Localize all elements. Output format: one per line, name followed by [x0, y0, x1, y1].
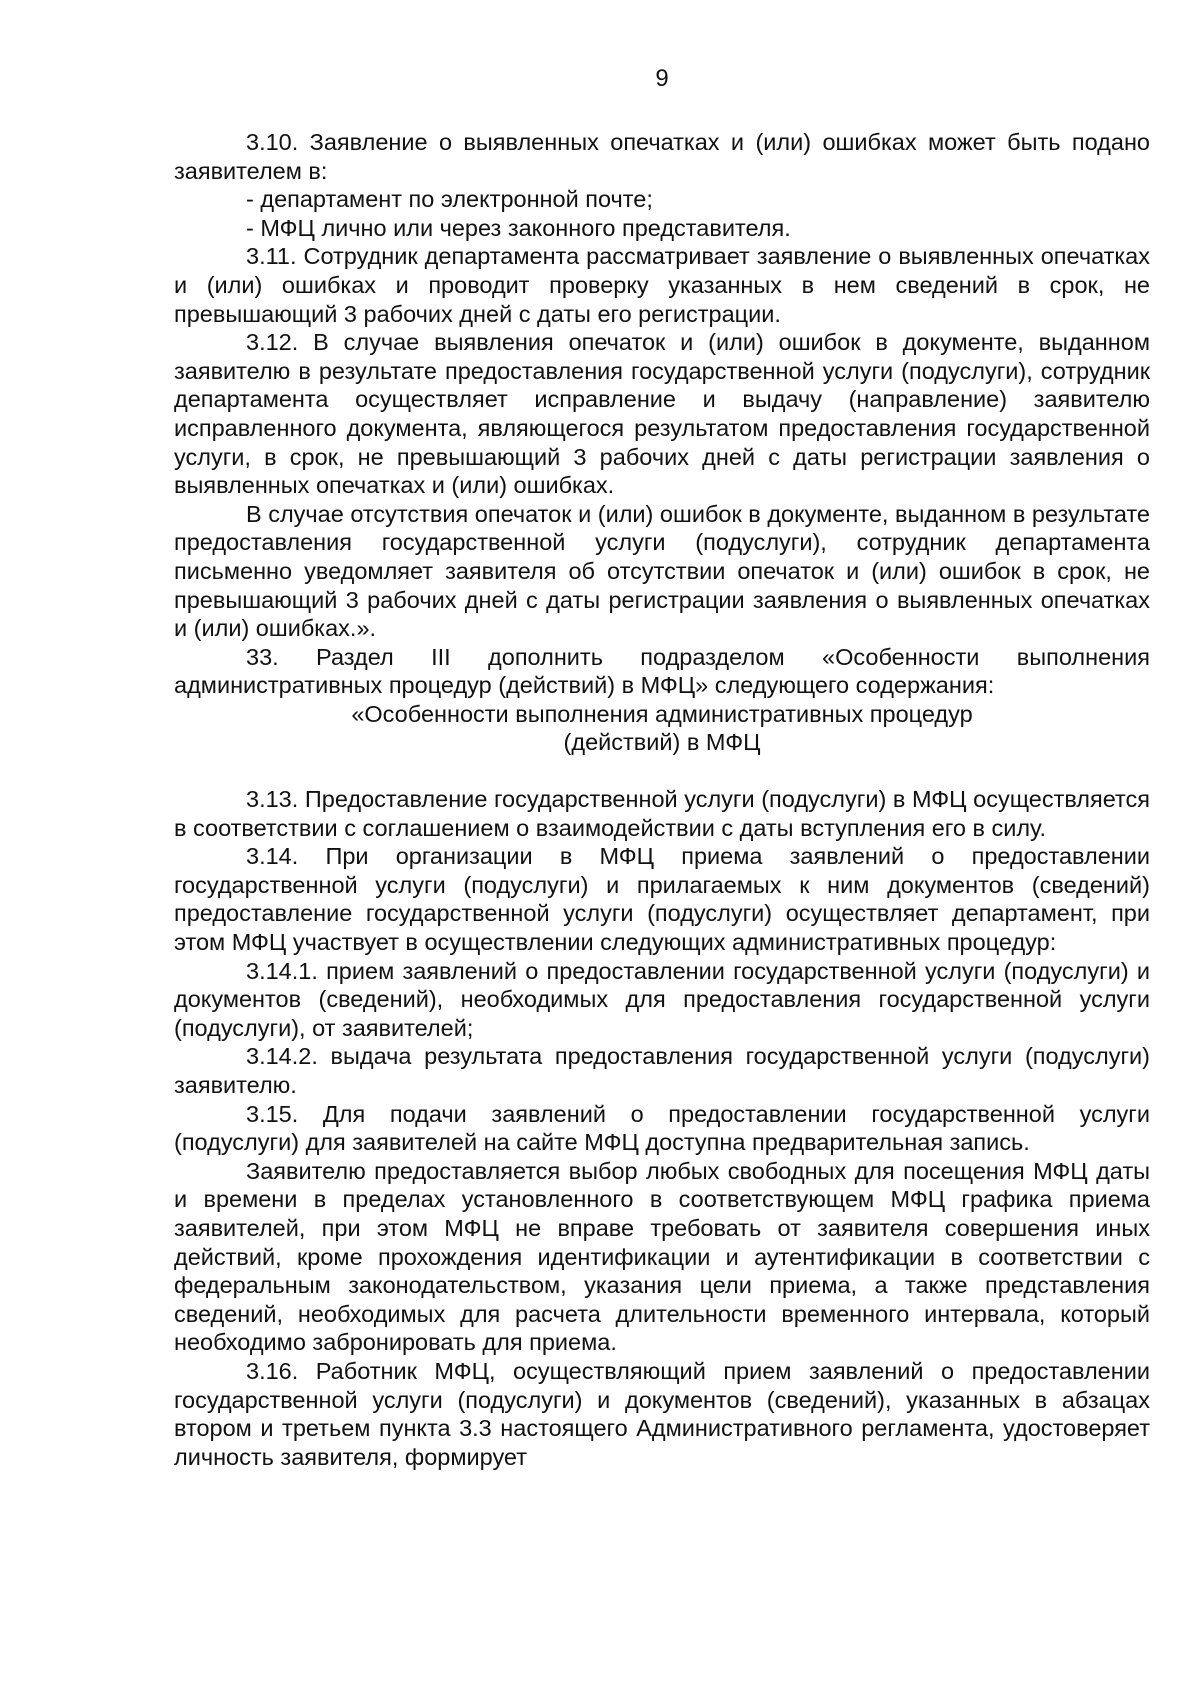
paragraph: 3.11. Сотрудник департамента рассматривает заявление о выявленных опечатках и (или) ошибках и проводит проверку указанных в нем сведений в срок, не превышающий 3 рабочих дней с даты его регистрации.	[174, 243, 1150, 327]
document-page	[174, 64, 1150, 1471]
paragraph: - департамент по электронной почте;	[246, 186, 653, 213]
page-number: 9	[655, 65, 669, 92]
paragraph: 3.14.1. прием заявлений о предоставлении государственной услуги (подуслуги) и документов (сведений), необходимых для предоставления государственной услуги (подуслуги), от заявителей;	[174, 957, 1150, 1041]
paragraph: 33. Раздел III дополнить подразделом «Особенности выполнения административных процедур (действий) в МФЦ» следующего содержания:	[174, 643, 1150, 699]
document-body	[174, 128, 1150, 1471]
paragraph: - МФЦ лично или через законного представителя.	[246, 214, 791, 241]
paragraph: 3.12. В случае выявления опечаток и (или) ошибок в документе, выданном заявителю в результате предоставления государственной услуги (подуслуги), сотрудник департамента осуществляет исправление и выдачу (направление) заявителю исправленного документа, являющегося результатом предоставления государственной услуги, в срок, не превышающий 3 рабочих дней с даты регистрации заявления о выявленных опечатках и (или) ошибках.	[174, 329, 1150, 499]
paragraph: 3.15. Для подачи заявлений о предоставлении государственной услуги (подуслуги) для заявителей на сайте МФЦ доступна предварительная запись.	[174, 1100, 1150, 1156]
paragraph: 3.14. При организации в МФЦ приема заявлений о предоставлении государственной услуги (подуслуги) и прилагаемых к ним документов (сведений) предоставление государственной услуги (подуслуги) осуществляет департамент, при этом МФЦ участвует в осуществлении следующих административных процедур:	[174, 843, 1150, 956]
paragraph: 3.13. Предоставление государственной услуги (подуслуги) в МФЦ осуществляется в соответствии с соглашением о взаимодействии с даты вступления его в силу.	[174, 786, 1150, 841]
section-heading-line: (действий) в МФЦ	[563, 729, 761, 756]
paragraph: Заявителю предоставляется выбор любых свободных для посещения МФЦ даты и времени в пределах установленного в соответствующем МФЦ графика приема заявителей, при этом МФЦ не вправе требовать от заявителя совершения иных действий, кроме прохождения идентификации и аутентификации в соответствии с федеральным законодательством, указания цели приема, а также представления сведений, необходимых для расчета длительности временного интервала, который необходимо забронировать для приема.	[174, 1157, 1150, 1356]
paragraph: В случае отсутствия опечаток и (или) ошибок в документе, выданном в результате предоставления государственной услуги (подуслуги), сотрудник департамента письменно уведомляет заявителя об отсутствии опечаток и (или) ошибок в срок, не превышающий 3 рабочих дней с даты регистрации заявления о выявленных опечатках и (или) ошибках.».	[174, 500, 1150, 642]
paragraph: 3.14.2. выдача результата предоставления государственной услуги (подуслуги) заявителю.	[174, 1043, 1150, 1098]
paragraph: 3.16. Работник МФЦ, осуществляющий прием заявлений о предоставлении государственной услуги (подуслуги) и документов (сведений), указанных в абзацах втором и третьем пункта 3.3 настоящего Административного регламента, удостоверяет личность заявителя, формирует	[174, 1357, 1150, 1470]
paragraph: 3.10. Заявление о выявленных опечатках и (или) ошибках может быть подано заявителем в:	[174, 129, 1150, 184]
section-heading-line: «Особенности выполнения административных процедур	[351, 700, 973, 727]
